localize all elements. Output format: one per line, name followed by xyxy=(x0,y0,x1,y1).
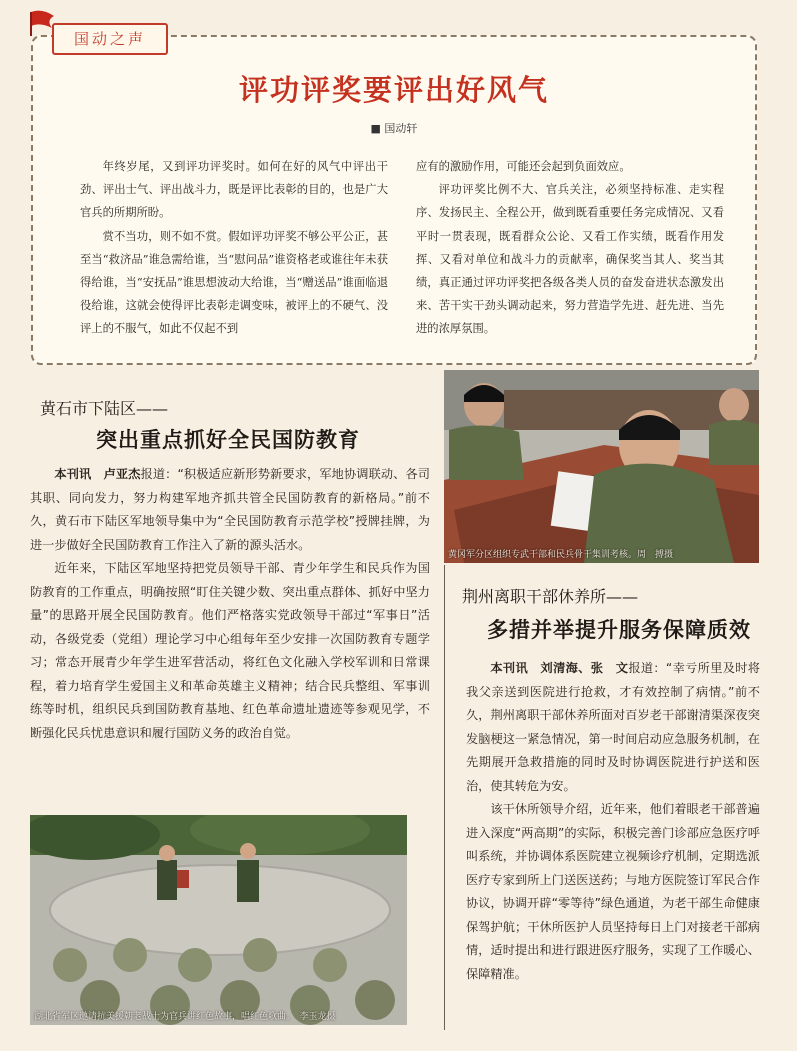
editorial-title: 评功评奖要评出好风气 xyxy=(238,73,549,107)
editorial-left-column xyxy=(80,155,388,341)
editorial-paragraph: 应有的激励作用，可能还会起到负面效应。 xyxy=(416,160,631,173)
article2-headline: 多措并举提升服务保障质效 xyxy=(487,618,751,642)
editorial-paragraph: 年终岁尾，又到评功评奖时。如何在好的风气中评出干劲、评出士气、评出战斗力，既是评比表彰的目的，也是广大官兵的所期所盼。 xyxy=(80,160,388,220)
column-tag: 国动之声 xyxy=(52,23,168,55)
article2-lead-text: 报道：“幸亏所里及时将我父亲送到医院进行抢救，才有效控制了病情。”前不久，荆州离职干部休养所面对百岁老干部谢清渠深夜突发脑梗这一紧急情况，第一时间启动应急服务机制，在先期展开急救措施的同时及时协调医院进行护送和医治，使其转危为安。 xyxy=(466,661,760,793)
article1-author: 本刊讯 卢亚杰 xyxy=(54,467,141,481)
training-exam-image xyxy=(444,370,759,563)
photo-caption: 黄冈军分区组织专武干部和民兵骨干集训考核。周 搏摄 xyxy=(448,550,674,560)
training-exam-photo xyxy=(444,370,759,563)
article2-author: 本刊讯 刘清海、张 文 xyxy=(490,661,629,675)
article2-paragraph: 该干休所领导介绍，近年来，他们着眼老干部普遍进入深度“两高期”的实际，积极完善门诊部应急医疗呼叫系统，并协调体系医院建立视频诊疗机制，定期选派医疗专家到所上门送医送药；与地方医院签订军民合作协议，协调开辟“零等待”绿色通道，为老干部生命健康保驾护航；干休所医护人员坚持每日上门对接老干部病情，适时提出和进行跟进医疗服务，实现了工作暖心、保障精准。 xyxy=(466,802,760,981)
editorial-byline: ■ 国动轩 xyxy=(370,122,418,135)
editorial-paragraph: 赏不当功，则不如不赏。假如评功评奖不够公平公正，甚至当“救济品”谁急需给谁，当“慰问品”谁资格老或谁往年未获得给谁，当“安抚品”谁思想波动大给谁，当“赠送品”谁面临退役给谁，这就会使得评比表彰走调变味，被评上的不硬气、没评上的不服气，如此不仅起不到 xyxy=(80,229,388,336)
article2-kicker: 荆州离职干部休养所—— xyxy=(462,587,639,606)
article2-body xyxy=(466,657,760,986)
veteran-story-image xyxy=(30,815,407,1025)
editorial-right-column xyxy=(416,155,724,341)
article1-lead-text: 报道：“积极适应新形势新要求，军地协调联动、各司其职、同向发力，努力构建军地齐抓共管全民国防教育的新格局。”前不久，黄石市下陆区军地领导集中为“全民国防教育示范学校”授牌挂牌，为进一步做好全民国防教育工作注入了新的源头活水。 xyxy=(30,467,430,552)
photo-caption: 湖北省军区邀请抗美援朝老战士为官兵讲红色故事，唱红色歌曲。 李玉龙摄 xyxy=(34,1012,336,1022)
column-divider xyxy=(444,565,445,1030)
article1-headline: 突出重点抓好全民国防教育 xyxy=(96,428,360,452)
article1-paragraph: 近年来，下陆区军地坚持把党员领导干部、青少年学生和民兵作为国防教育的工作重点，明确按照“盯住关键少数、突出重点群体、抓好中坚力量”的思路开展全民国防教育。他们严格落实党政领导干部过“军事日”活动，各级党委（党组）理论学习中心组每年至少安排一次国防教育专题学习；常态开展青少年学生进军营活动，将红色文化融入学校军训和日常课程，着力培育学生爱国主义和革命英雄主义精神；结合民兵整组、军事训练等时机，组织民兵到国防教育基地、红色革命遗址遗迹等参观见学，不断强化民兵忧患意识和履行国防义务的政治自觉。 xyxy=(30,561,430,740)
editorial-paragraph: 评功评奖比例不大、官兵关注，必须坚持标准、走实程序、发扬民主、全程公开，做到既看重要任务完成情况、又看平时一贯表现，既看群众公论、又看工作实绩，既看作用发挥、又看对单位和战斗力的贡献率，确保奖当其人、奖当其绩，真正通过评功评奖把各级各类人员的奋发奋进状态激发出来、苦干实干劲头调动起来，努力营造学先进、赶先进、当先进的浓厚氛围。 xyxy=(416,183,724,336)
veteran-story-photo xyxy=(30,815,407,1025)
article1-kicker: 黄石市下陆区—— xyxy=(40,399,169,418)
article1-body xyxy=(30,463,430,745)
